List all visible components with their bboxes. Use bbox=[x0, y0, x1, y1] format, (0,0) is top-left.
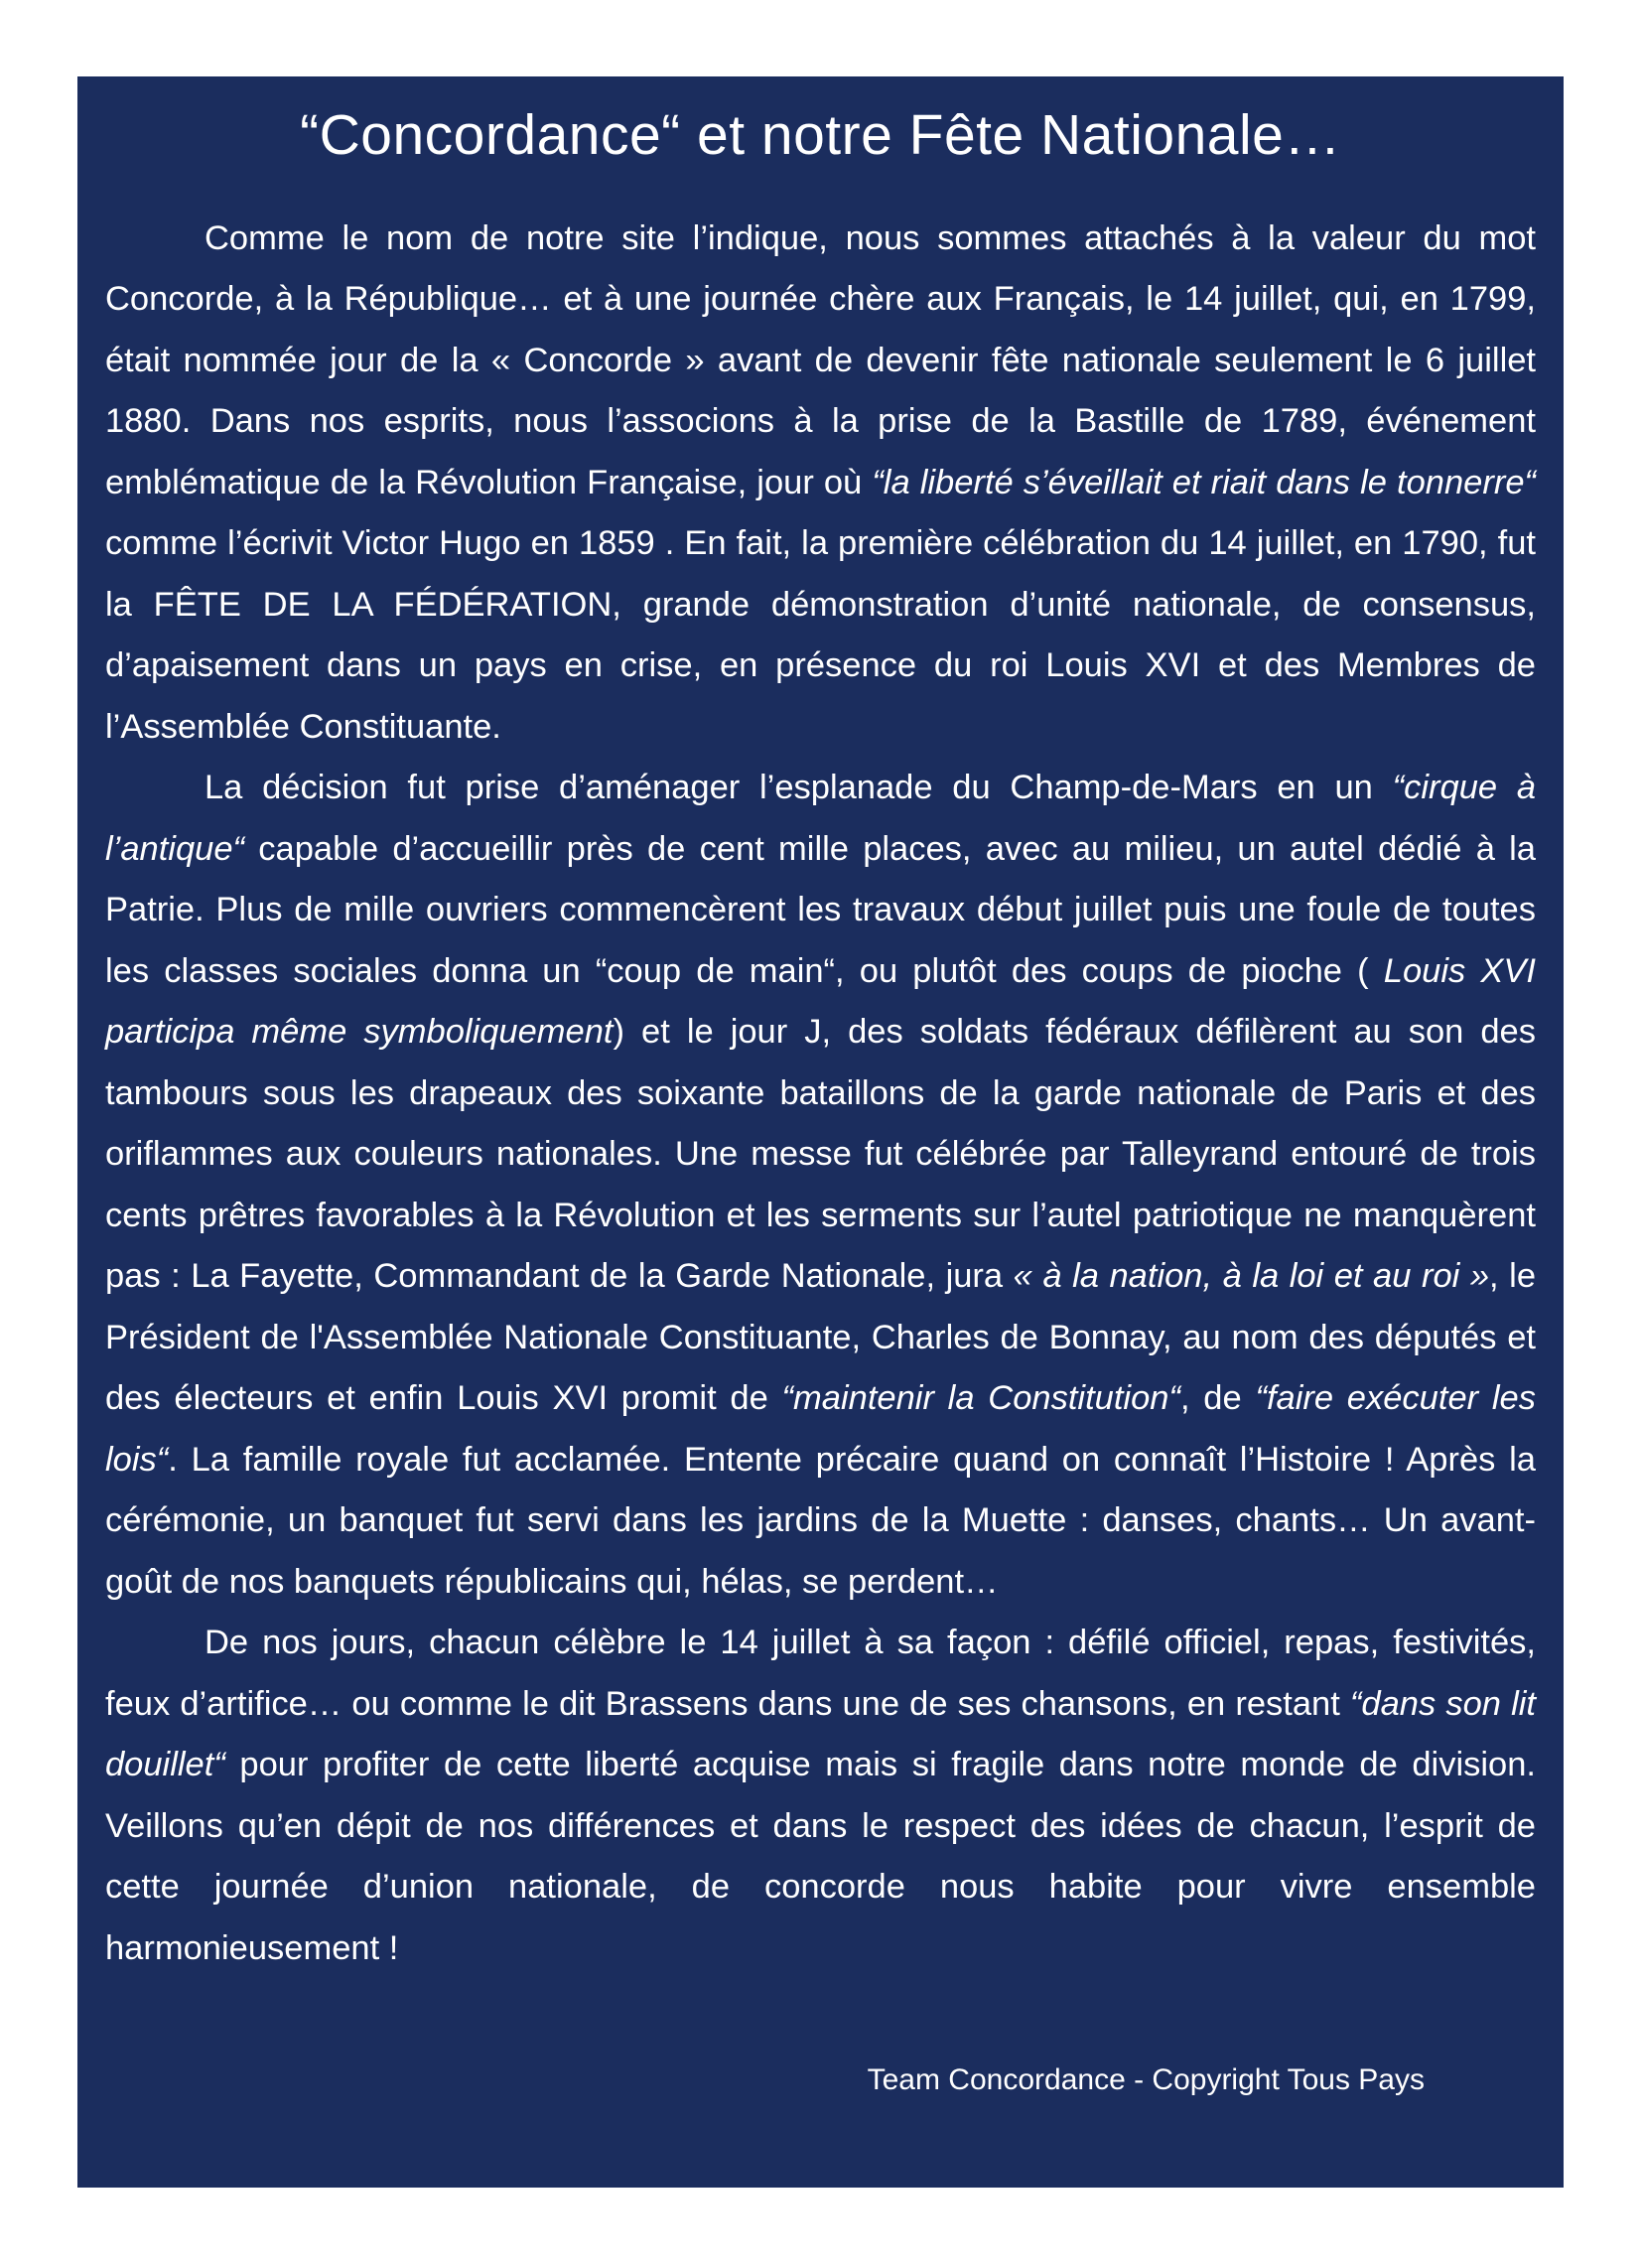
italic-quote: “dans son lit douillet“ bbox=[105, 1684, 1536, 1784]
italic-quote: “cirque à l’antique“ bbox=[105, 769, 1536, 868]
italic-quote: “faire exécuter les lois“ bbox=[105, 1379, 1536, 1479]
paragraph-2: La décision fut prise d’aménager l’esplanade du Champ-de-Mars en un “cirque à l’antique“ capable d’accueillir près de cent mille places, avec au milieu, un autel dédié à la Patrie. Plus de mille ouvriers commencèrent les travaux début juillet puis une foule de toutes les classes sociales donna un “coup de main“, ou plutôt des coups de pioche ( Louis XVI participa même symboliquement) et le jour J, des soldats fédéraux défilèrent au son des tambours sous les drapeaux des soixante bataillons de la garde nationale de Paris et des oriflammes aux couleurs nationales. Une messe fut célébrée par Talleyrand entouré de trois cents prêtres favorables à la Révolution et les serments sur l’autel patriotique ne manquèrent pas : La Fayette, Commandant de la Garde Nationale, jura « à la nation, à la loi et au roi », le Président de l'Assemblée Nationale Constituante, Charles de Bonnay, au nom des députés et des électeurs et enfin Louis XVI promit de “maintenir la Constitution“, de “faire exécuter les lois“. La famille royale fut acclamée. Entente précaire quand on connaît l’Histoire ! Après la cérémonie, un banquet fut servi dans les jardins de la Muette : danses, chants… Un avant-goût de nos banquets républicains qui, hélas, se perdent… bbox=[105, 769, 1537, 1601]
article-body bbox=[105, 209, 1536, 1980]
article-panel bbox=[77, 76, 1564, 2188]
italic-quote: “la liberté s’éveillait et riait dans le tonnerre“ bbox=[872, 463, 1536, 501]
italic-quote: Louis XVI participa même symboliquement bbox=[105, 951, 1536, 1052]
italic-quote: “maintenir la Constitution“ bbox=[781, 1379, 1180, 1418]
signature: Team Concordance - Copyright Tous Pays bbox=[867, 2063, 1425, 2096]
paragraph-1: Comme le nom de notre site l’indique, nous sommes attachés à la valeur du mot Concorde, à la République… et à une journée chère aux Français, le 14 juillet, qui, en 1799, était nommée jour de la « Concorde » avant de devenir fête nationale seulement le 6 juillet 1880. Dans nos esprits, nous l’associons à la prise de la Bastille de 1789, événement emblématique de la Révolution Française, jour où “la liberté s’éveillait et riait dans le tonnerre“ comme l’écrivit Victor Hugo en 1859 . En fait, la première célébration du 14 juillet, en 1790, fut la FÊTE DE LA FÉDÉRATION, grande démonstration d’unité nationale, de consensus, d’apaisement dans un pays en crise, en présence du roi Louis XVI et des Membres de l’Assemblée Constituante. bbox=[105, 218, 1536, 746]
italic-quote: « à la nation, à la loi et au roi » bbox=[1013, 1257, 1490, 1296]
article-title: “Concordance“ et notre Fête Nationale… bbox=[300, 103, 1341, 167]
paragraph-3: De nos jours, chacun célèbre le 14 juillet à sa façon : défilé officiel, repas, festivités, feux d’artifice… ou comme le dit Brassens dans une de ses chansons, en restant “dans son lit douillet“ pour profiter de cette liberté acquise mais si fragile dans notre monde de division. Veillons qu’en dépit de nos différences et dans le respect des idées de chacun, l’esprit de cette journée d’union nationale, de concorde nous habite pour vivre ensemble harmonieusement ! bbox=[105, 1624, 1536, 1967]
